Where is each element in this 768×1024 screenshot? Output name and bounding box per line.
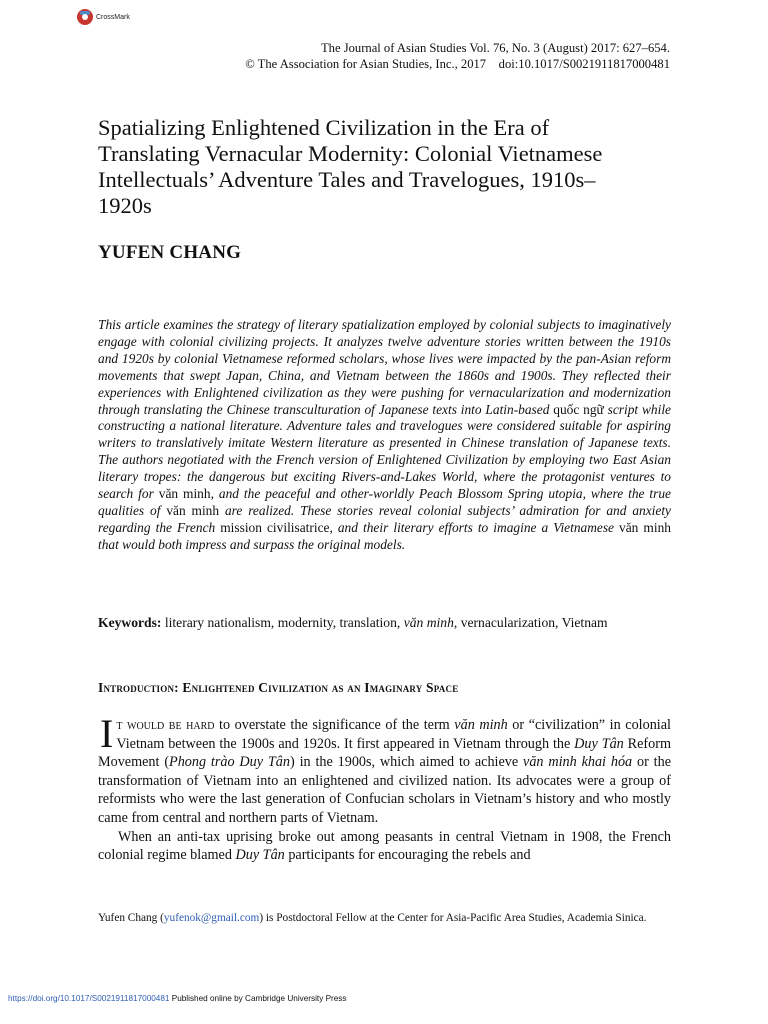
body-run: When an anti-tax uprising broke out among peasants in central Vietnam in 1908, the French colonial regime blamed	[98, 828, 671, 864]
abstract-term: văn minh	[158, 486, 211, 502]
abstract-text: This article examines the strategy of literary spatialization employed by colonial subjects to imaginatively engage with colonial civilizing projects. It analyzes twelve adventure stories written between the 1910s and 1920s by colonial Vietnamese reformed scholars, whose lives were impacted by the pan-Asian reform movements that swept Japan, China, and Vietnam between the 1860s and 1900s. They reflected their experiences with Enlightened civilization as they were pushing for vernacularization and modernization through translating the Chinese transculturation of Japanese texts into Latin-based	[98, 317, 671, 417]
body-term: văn minh	[454, 717, 508, 733]
abstract-term: quốc ngữ	[553, 401, 604, 417]
body-run: or the transformation of Vietnam into an enlightened and civilized nation. Its advocates were a group of reformists who were the last generation of Confucian scholars in Vietnam’s history and who mostly came from central and northern parts of Vietnam.	[98, 754, 671, 826]
footnote-text: ) is Postdoctoral Fellow at the Center for Asia-Pacific Area Studies, Academia Sinica.	[259, 912, 647, 924]
crossmark-icon	[77, 9, 93, 25]
footnote-text: Yufen Chang (	[98, 912, 164, 924]
drop-cap: I	[100, 711, 114, 756]
abstract-text: , and their literary efforts to imagine a Vietnamese	[329, 519, 620, 535]
author-email-link[interactable]: yufenok@gmail.com	[163, 912, 260, 924]
body-term: văn minh khai hóa	[523, 754, 633, 771]
body-text	[98, 711, 672, 865]
body-run: to overstate the significance of the term	[214, 717, 455, 733]
abstract-text: that would both impress and surpass the original models.	[98, 536, 406, 552]
journal-copyright-doi: © The Association for Asian Studies, Inc., 2017 doi:10.1017/S0021911817000481	[245, 57, 670, 71]
keywords-term: văn minh	[403, 615, 454, 630]
article-title: Spatializing Enlightened Civilization in the Era of Translating Vernacular Modernity: Colonial Vietnamese Intellectuals’ Adventure Tales and Travelogues, 1910s–1920s	[98, 115, 603, 218]
keywords	[98, 614, 671, 631]
crossmark-label: CrossMark	[96, 13, 130, 21]
body-term: Phong trào Duy Tân	[169, 754, 290, 771]
keywords-text: literary nationalism, modernity, translation,	[161, 615, 404, 630]
lead-in: t would be hard	[116, 717, 215, 733]
journal-citation: The Journal of Asian Studies Vol. 76, No. 3 (August) 2017: 627–654.	[320, 41, 670, 55]
abstract-term: văn minh	[166, 502, 220, 518]
section-heading: Introduction: Enlightened Civilization as an Imaginary Space	[98, 680, 459, 695]
publisher-bar	[8, 994, 347, 1003]
journal-header	[245, 40, 670, 72]
body-term: Duy Tân	[235, 847, 285, 864]
abstract-term: văn minh	[619, 519, 671, 535]
body-run: participants for encouraging the rebels and	[284, 847, 531, 864]
article-author: YUFEN CHANG	[98, 242, 242, 263]
abstract-term: mission civilisatrice	[220, 519, 330, 535]
doi-link[interactable]: https://doi.org/10.1017/S0021911817000481	[8, 994, 170, 1003]
body-run: ) in the 1900s, which aimed to achieve	[290, 754, 524, 771]
keywords-label: Keywords:	[98, 615, 162, 630]
crossmark-badge[interactable]	[77, 9, 130, 25]
published-online-text: Published online by Cambridge University Press	[169, 994, 347, 1003]
body-run: Reform Movement (	[98, 735, 672, 771]
paragraph	[98, 828, 671, 865]
abstract	[98, 317, 671, 554]
abstract-text: are realized. These stories reveal colonial subjects’ admiration for and anxiety regarding the French	[98, 502, 671, 535]
abstract-text: , and the peaceful and other-worldly Peach Blossom Spring utopia, where the true qualities of	[98, 486, 671, 518]
keywords-text: , vernacularization, Vietnam	[453, 615, 608, 630]
abstract-text: script while constructing a national literature. Adventure tales and travelogues were considered suitable for aspiring writers to translatively imitate Western literature as presented in Chinese translation of Japanese texts. The authors negotiated with the French version of Enlightened Civilization by employing two East Asian literary tropes: the dangerous but exciting Rivers-and-Lakes World, where the protagonist ventures to search for	[98, 401, 671, 502]
author-footnote	[98, 911, 671, 925]
body-term: Duy Tân	[574, 735, 624, 752]
paragraph	[98, 711, 672, 828]
body-run: or “civilization” in colonial Vietnam between the 1900s and 1920s. It first appeared in Vietnam through the	[116, 717, 671, 752]
